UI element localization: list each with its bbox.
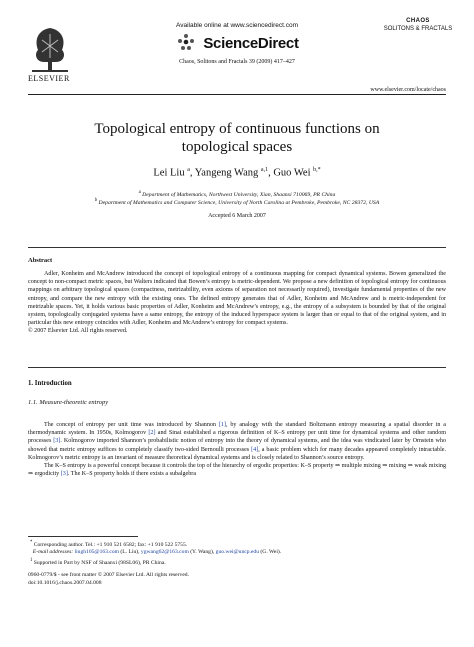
affiliation-mark: a xyxy=(138,190,141,195)
paragraph-text: and Sinai established a rigorous definition of K–S entropy per unit time for dynamical systems and other random processes xyxy=(28,430,446,445)
footnote-emails xyxy=(28,549,446,557)
paragraph-text: The K–S entropy is a powerful concept because it controls the top of the hierarchy of ergodic properties: K–S property ⇒ multiple mixing ⇒ mixing ⇒ weak mixing ⇒ ergodicity xyxy=(28,463,446,478)
publisher-name: ELSEVIER xyxy=(28,74,70,83)
citation-link[interactable]: [1] xyxy=(218,422,226,428)
paragraph-text: , a basic problem which for many decades appeared completely intractable. Kolmogorov’s metric entropy is an invariant of measure theoretical dynamical systems and is closely related to Shannon’s source entropy. xyxy=(28,446,446,461)
affiliation-text: Department of Mathematics and Computer Science, University of North Carolina at Pembroke, Pembroke, NC 28372, USA xyxy=(98,199,380,206)
abstract-paragraph: Adler, Konheim and McAndrew introduced the concept of topological entropy of a continuous mapping for compact dynamical systems. Bowen generalized the concept to non-compact metric spaces, but Walters indicated that Bowen’s entropy is metric-dependent. We propose a new definition of topological entropy for continuous mappings on arbitrary topological spaces (compactness, metrizability, even axioms of separation not necessarily required), investigate fundamental properties of the new entropy, and compare the new entropy with the existing ones. The defined entropy generates that of Adler, Konheim and McAndrew and is metric-independent for metrizable spaces. Yet, it holds various basic properties of Adler, Konheim and McAndrew’s entropy, e.g., the entropy of a subsystem is bounded by that of the original system, topologically conjugated systems have a same entropy, the entropy of the induced hyperspace system is larger than or equal to that of the original system, and in particular this new entropy coincides with Adler, Konheim and McAndrew’s entropy for compact systems. xyxy=(28,271,446,327)
accepted-date: Accepted 6 March 2007 xyxy=(208,213,266,219)
doi-link[interactable]: doi:10.1016/j.chaos.2007.04.008 xyxy=(28,579,102,586)
journal-cover-logo xyxy=(382,18,454,84)
email-owner: (L. Liu), xyxy=(119,549,141,556)
issn-line: 0960-0779/$ - see front matter © 2007 Elsevier Ltd. All rights reserved. xyxy=(28,572,189,578)
abstract-bottom-divider xyxy=(28,367,446,368)
paragraph-text: , by analogy with the standard Boltzmann entropy measuring a spatial disorder in a thermodynamic system. In 1950s, Kolmogorov xyxy=(28,422,446,437)
footnote-mark: 1 xyxy=(30,558,33,564)
footnote-text: Supported in Part by NSF of Shaanxi (98SL06), PR China. xyxy=(33,559,166,566)
paragraph-text: The concept of entropy per unit time was introduced by Shannon xyxy=(44,422,219,428)
affiliation-b xyxy=(28,198,446,206)
abstract-copyright: © 2007 Elsevier Ltd. All rights reserved. xyxy=(28,328,128,335)
author-name: Lei Liu xyxy=(153,167,185,179)
journal-url-link[interactable]: www.elsevier.com/locate/chaos xyxy=(370,87,446,93)
email-owner: (G. Wei). xyxy=(259,549,282,556)
footnote-divider xyxy=(28,536,138,537)
journal-logo-title: CHAOS xyxy=(406,18,430,24)
affiliation-mark: b xyxy=(94,198,98,203)
author-affiliation-mark: a xyxy=(187,167,190,173)
intro-paragraph-2 xyxy=(28,462,446,478)
affiliation-a xyxy=(28,190,446,198)
author-name: Guo Wei xyxy=(273,167,311,179)
email-link[interactable]: ygwang62@163.com xyxy=(140,549,189,556)
footnote-text: Corresponding author. Tel.: +1 910 521 6582; fax: +1 910 522 5755. xyxy=(33,541,188,548)
available-online-text[interactable]: Available online at www.sciencedirect.com xyxy=(176,22,298,29)
introduction-body xyxy=(28,421,446,478)
sciencedirect-wordmark: ScienceDirect xyxy=(203,34,299,52)
email-link[interactable]: guo.wei@uncp.edu xyxy=(215,549,260,556)
journal-logo-subtitle: SOLITONS & FRACTALS xyxy=(383,25,453,32)
subsection-heading: 1.1. Measure-theoretic entropy xyxy=(28,399,109,406)
footnotes xyxy=(28,539,446,568)
sciencedirect-dots-icon xyxy=(175,32,197,54)
paragraph-text: . The K–S property holds if there exists a subalgebra xyxy=(67,471,197,478)
author-list: Lei Liu $^a$, Yangeng Wang $^{a,1}$, Guo Wei $^{b,*}$ xyxy=(153,167,321,179)
citation-link[interactable]: [3] xyxy=(53,438,61,445)
footnote-corresponding xyxy=(28,539,446,549)
article-title xyxy=(40,120,434,156)
author-affiliation-mark: b,* xyxy=(313,167,321,173)
footnote-mark: * xyxy=(30,540,33,545)
citation-link[interactable]: [4] xyxy=(251,446,259,453)
section-heading: 1. Introduction xyxy=(28,380,72,387)
author-name: Yangeng Wang xyxy=(194,167,259,179)
citation-link[interactable]: [2] xyxy=(148,430,156,437)
abstract-heading: Abstract xyxy=(28,257,53,264)
affiliation-text: Department of Mathematics, Northwest University, Xian, Shaanxi 710069, PR China xyxy=(142,191,336,198)
abstract-top-divider xyxy=(28,247,446,248)
footnote-support xyxy=(28,557,446,567)
title-line-2: topological spaces xyxy=(181,139,293,155)
citation-link[interactable]: [3] xyxy=(60,471,68,478)
email-link[interactable]: liugh105@163.com xyxy=(74,549,120,556)
issn-block xyxy=(28,572,189,587)
journal-citation: Chaos, Solitons and Fractals 39 (2009) 417–427 xyxy=(179,59,295,65)
paragraph-text: . Kolmogorov imported Shannon’s probabilistic notion of entropy into the theory of dynamical systems, and the idea was vindicated later by Ornstein who showed that metric entropy suffices to completely classify two-sided Bernoulli processes xyxy=(28,438,446,453)
email-owner: (Y. Wang), xyxy=(188,549,216,556)
header-divider xyxy=(28,94,446,95)
intro-paragraph-1 xyxy=(28,421,446,462)
author-affiliation-mark: a,1 xyxy=(260,167,269,173)
email-label: E-mail addresses: xyxy=(32,549,74,556)
title-line-1: Topological entropy of continuous functions on xyxy=(94,121,380,137)
abstract-body xyxy=(28,270,446,336)
